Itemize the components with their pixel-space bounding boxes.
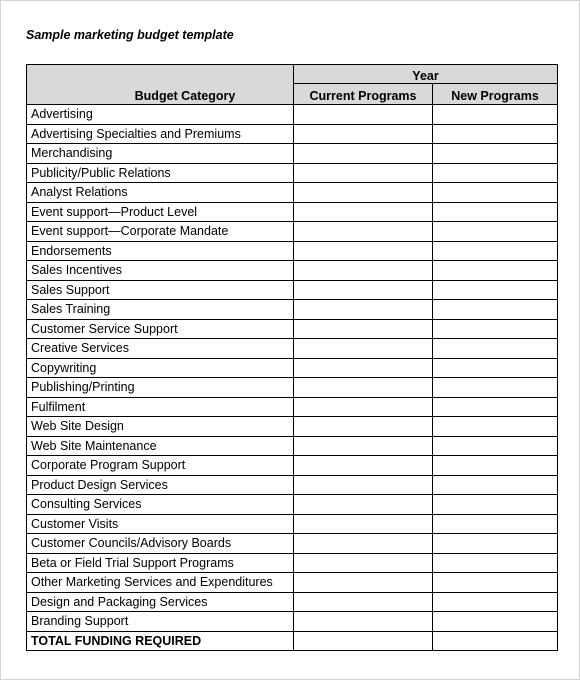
current-programs-cell[interactable] bbox=[294, 202, 433, 222]
current-programs-cell[interactable] bbox=[294, 436, 433, 456]
budget-category-cell: Event support—Product Level bbox=[27, 202, 294, 222]
budget-category-cell: Fulfilment bbox=[27, 397, 294, 417]
new-programs-cell[interactable] bbox=[433, 514, 558, 534]
table-row bbox=[27, 456, 558, 476]
table-row bbox=[27, 222, 558, 242]
budget-category-cell: Creative Services bbox=[27, 339, 294, 359]
new-programs-cell[interactable] bbox=[433, 456, 558, 476]
table-row bbox=[27, 612, 558, 632]
table-row bbox=[27, 124, 558, 144]
current-programs-cell[interactable] bbox=[294, 592, 433, 612]
current-programs-cell[interactable] bbox=[294, 417, 433, 437]
new-programs-cell[interactable] bbox=[433, 475, 558, 495]
table-row bbox=[27, 183, 558, 203]
new-programs-cell[interactable] bbox=[433, 222, 558, 242]
table-row bbox=[27, 358, 558, 378]
budget-category-cell: Sales Incentives bbox=[27, 261, 294, 281]
table-row bbox=[27, 553, 558, 573]
new-programs-cell[interactable] bbox=[433, 280, 558, 300]
table-row bbox=[27, 339, 558, 359]
current-programs-cell[interactable] bbox=[294, 222, 433, 242]
table-row bbox=[27, 534, 558, 554]
current-programs-cell[interactable] bbox=[294, 261, 433, 281]
current-programs-cell[interactable] bbox=[294, 105, 433, 125]
new-programs-cell[interactable] bbox=[433, 319, 558, 339]
current-programs-cell[interactable] bbox=[294, 378, 433, 398]
current-programs-cell[interactable] bbox=[294, 397, 433, 417]
current-programs-cell[interactable] bbox=[294, 534, 433, 554]
budget-category-cell: Other Marketing Services and Expenditures bbox=[27, 573, 294, 593]
budget-category-cell: Consulting Services bbox=[27, 495, 294, 515]
table-row bbox=[27, 475, 558, 495]
budget-category-cell: Sales Training bbox=[27, 300, 294, 320]
current-programs-cell[interactable] bbox=[294, 475, 433, 495]
total-label: TOTAL FUNDING REQUIRED bbox=[27, 631, 294, 651]
table-row bbox=[27, 378, 558, 398]
budget-category-cell: Publishing/Printing bbox=[27, 378, 294, 398]
current-programs-cell[interactable] bbox=[294, 612, 433, 632]
header-year: Year bbox=[294, 65, 558, 84]
new-programs-cell[interactable] bbox=[433, 397, 558, 417]
header-budget-category: Budget Category bbox=[27, 65, 294, 105]
header-current-programs: Current Programs bbox=[294, 84, 433, 105]
current-programs-cell[interactable] bbox=[294, 163, 433, 183]
table-row bbox=[27, 436, 558, 456]
total-new-cell[interactable] bbox=[433, 631, 558, 651]
table-row bbox=[27, 397, 558, 417]
budget-category-cell: Customer Service Support bbox=[27, 319, 294, 339]
current-programs-cell[interactable] bbox=[294, 358, 433, 378]
current-programs-cell[interactable] bbox=[294, 144, 433, 164]
current-programs-cell[interactable] bbox=[294, 495, 433, 515]
table-row bbox=[27, 144, 558, 164]
budget-category-cell: Web Site Design bbox=[27, 417, 294, 437]
current-programs-cell[interactable] bbox=[294, 339, 433, 359]
table-row bbox=[27, 417, 558, 437]
table-row bbox=[27, 261, 558, 281]
table-row bbox=[27, 514, 558, 534]
table-row bbox=[27, 592, 558, 612]
new-programs-cell[interactable] bbox=[433, 592, 558, 612]
current-programs-cell[interactable] bbox=[294, 553, 433, 573]
header-new-programs: New Programs bbox=[433, 84, 558, 105]
new-programs-cell[interactable] bbox=[433, 241, 558, 261]
budget-category-cell: Branding Support bbox=[27, 612, 294, 632]
budget-table-body bbox=[27, 105, 558, 651]
current-programs-cell[interactable] bbox=[294, 319, 433, 339]
document-title: Sample marketing budget template bbox=[26, 28, 234, 42]
current-programs-cell[interactable] bbox=[294, 241, 433, 261]
budget-category-cell: Sales Support bbox=[27, 280, 294, 300]
new-programs-cell[interactable] bbox=[433, 534, 558, 554]
new-programs-cell[interactable] bbox=[433, 105, 558, 125]
budget-category-cell: Product Design Services bbox=[27, 475, 294, 495]
table-row bbox=[27, 163, 558, 183]
new-programs-cell[interactable] bbox=[433, 300, 558, 320]
table-row bbox=[27, 241, 558, 261]
new-programs-cell[interactable] bbox=[433, 553, 558, 573]
current-programs-cell[interactable] bbox=[294, 300, 433, 320]
current-programs-cell[interactable] bbox=[294, 456, 433, 476]
new-programs-cell[interactable] bbox=[433, 183, 558, 203]
table-row bbox=[27, 319, 558, 339]
budget-category-cell: Endorsements bbox=[27, 241, 294, 261]
new-programs-cell[interactable] bbox=[433, 417, 558, 437]
budget-category-cell: Customer Councils/Advisory Boards bbox=[27, 534, 294, 554]
budget-category-cell: Analyst Relations bbox=[27, 183, 294, 203]
total-row bbox=[27, 631, 558, 651]
budget-category-cell: Advertising bbox=[27, 105, 294, 125]
budget-table bbox=[26, 64, 558, 651]
table-row bbox=[27, 105, 558, 125]
new-programs-cell[interactable] bbox=[433, 163, 558, 183]
budget-category-cell: Advertising Specialties and Premiums bbox=[27, 124, 294, 144]
current-programs-cell[interactable] bbox=[294, 573, 433, 593]
new-programs-cell[interactable] bbox=[433, 495, 558, 515]
current-programs-cell[interactable] bbox=[294, 280, 433, 300]
budget-category-cell: Publicity/Public Relations bbox=[27, 163, 294, 183]
current-programs-cell[interactable] bbox=[294, 124, 433, 144]
new-programs-cell[interactable] bbox=[433, 339, 558, 359]
new-programs-cell[interactable] bbox=[433, 612, 558, 632]
new-programs-cell[interactable] bbox=[433, 261, 558, 281]
new-programs-cell[interactable] bbox=[433, 378, 558, 398]
budget-category-cell: Customer Visits bbox=[27, 514, 294, 534]
budget-category-cell: Beta or Field Trial Support Programs bbox=[27, 553, 294, 573]
budget-category-cell: Design and Packaging Services bbox=[27, 592, 294, 612]
table-row bbox=[27, 202, 558, 222]
new-programs-cell[interactable] bbox=[433, 436, 558, 456]
budget-category-cell: Event support—Corporate Mandate bbox=[27, 222, 294, 242]
budget-category-cell: Corporate Program Support bbox=[27, 456, 294, 476]
current-programs-cell[interactable] bbox=[294, 514, 433, 534]
current-programs-cell[interactable] bbox=[294, 183, 433, 203]
new-programs-cell[interactable] bbox=[433, 144, 558, 164]
budget-category-cell: Web Site Maintenance bbox=[27, 436, 294, 456]
budget-category-cell: Merchandising bbox=[27, 144, 294, 164]
budget-category-cell: Copywriting bbox=[27, 358, 294, 378]
new-programs-cell[interactable] bbox=[433, 202, 558, 222]
total-current-cell[interactable] bbox=[294, 631, 433, 651]
new-programs-cell[interactable] bbox=[433, 358, 558, 378]
new-programs-cell[interactable] bbox=[433, 573, 558, 593]
table-row bbox=[27, 300, 558, 320]
table-row bbox=[27, 280, 558, 300]
new-programs-cell[interactable] bbox=[433, 124, 558, 144]
table-row bbox=[27, 573, 558, 593]
table-row bbox=[27, 495, 558, 515]
